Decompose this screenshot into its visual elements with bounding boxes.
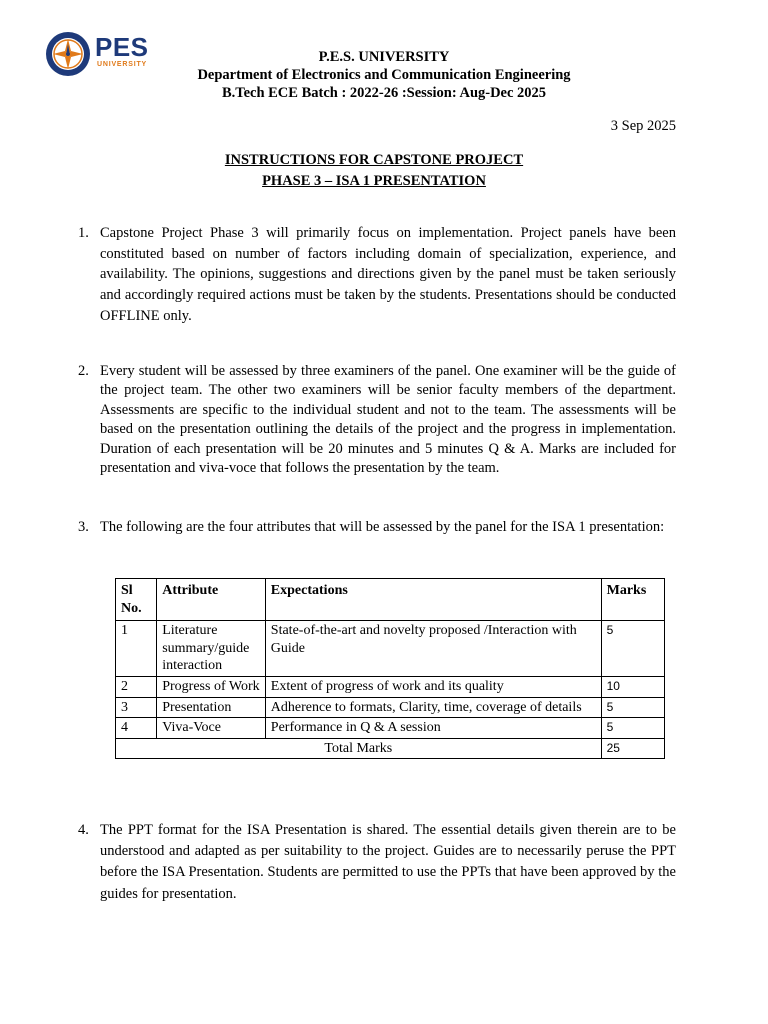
item-text: The PPT format for the ISA Presentation is shared. The essential details given therein are to be understood and adapted as per suitability to the project. Guides are to necessarily peruse the PPT before the ISA Presentation. Students are permitted to use the PPTs that have been approved by the guides for presentation. (100, 822, 676, 902)
row-attribute: Viva-Voce (157, 718, 266, 739)
table-header-row (116, 579, 665, 621)
row-expectations: Adherence to formats, Clarity, time, coverage of details (265, 697, 601, 718)
document-title (0, 150, 748, 192)
row-marks: 5 (601, 621, 664, 677)
header-sl-no: Sl No. (116, 579, 157, 621)
header-attribute: Attribute (157, 579, 266, 621)
item-text: The following are the four attributes that will be assessed by the panel for the ISA 1 presentation: (100, 519, 665, 535)
row-marks: 5 (601, 697, 664, 718)
table-total-row (116, 738, 665, 759)
logo-subtext: UNIVERSITY (97, 61, 148, 68)
document-header (0, 48, 768, 102)
instruction-item-3 (78, 517, 676, 538)
document-date: 3 Sep 2025 (610, 118, 676, 134)
university-name: P.E.S. UNIVERSITY (318, 49, 450, 65)
batch-session: B.Tech ECE Batch : 2022-26 :Session: Aug-Dec 2025 (221, 85, 547, 101)
instruction-item-2 (78, 362, 676, 478)
table-row (116, 676, 665, 697)
item-text: Every student will be assessed by three examiners of the panel. One examiner will be the guide of the project team. The other two examiners will be senior faculty members of the department. Assessments are specific to the individual student and not to the team. The assessments will be based on the presentation outlining the details of the project and the progress in implementation. Duration of each presentation will be 20 minutes and 5 minutes Q & A. Marks are included for presentation and viva-voce that follows the presentation by the team. (100, 363, 676, 477)
title-line-1: INSTRUCTIONS FOR CAPSTONE PROJECT (224, 152, 524, 168)
row-sl: 2 (116, 676, 157, 697)
item-number: 2. (78, 363, 89, 379)
row-sl: 1 (116, 621, 157, 677)
row-attribute: Literature summary/guide interaction (157, 621, 266, 677)
title-line-2: PHASE 3 – ISA 1 PRESENTATION (262, 173, 486, 189)
department-name: Department of Electronics and Communication Engineering (197, 67, 571, 83)
table-row (116, 621, 665, 677)
instruction-item-4 (78, 820, 676, 905)
item-number: 1. (78, 225, 89, 241)
table-row (116, 697, 665, 718)
total-label: Total Marks (116, 738, 602, 759)
item-number: 4. (78, 822, 89, 838)
header-expectations: Expectations (265, 579, 601, 621)
table-row (116, 718, 665, 739)
row-sl: 3 (116, 697, 157, 718)
item-text: Capstone Project Phase 3 will primarily focus on implementation. Project panels have been constituted based on number of factors including domain of specialization, experience, and availability. The opinions, suggestions and directions given by the panel must be taken seriously and accordingly required actions must be taken by the students. Presentations should be conducted OFFLINE only. (100, 225, 676, 324)
item-number: 3. (78, 519, 89, 535)
instruction-item-1 (78, 223, 676, 327)
total-value: 25 (601, 738, 664, 759)
row-attribute: Progress of Work (157, 676, 266, 697)
row-expectations: Extent of progress of work and its quality (265, 676, 601, 697)
assessment-table (115, 578, 665, 759)
row-expectations: Performance in Q & A session (265, 718, 601, 739)
logo-wordmark: PES (95, 32, 149, 62)
row-attribute: Presentation (157, 697, 266, 718)
row-expectations: State-of-the-art and novelty proposed /Interaction with Guide (265, 621, 601, 677)
row-sl: 4 (116, 718, 157, 739)
row-marks: 5 (601, 718, 664, 739)
header-marks: Marks (601, 579, 664, 621)
row-marks: 10 (601, 676, 664, 697)
